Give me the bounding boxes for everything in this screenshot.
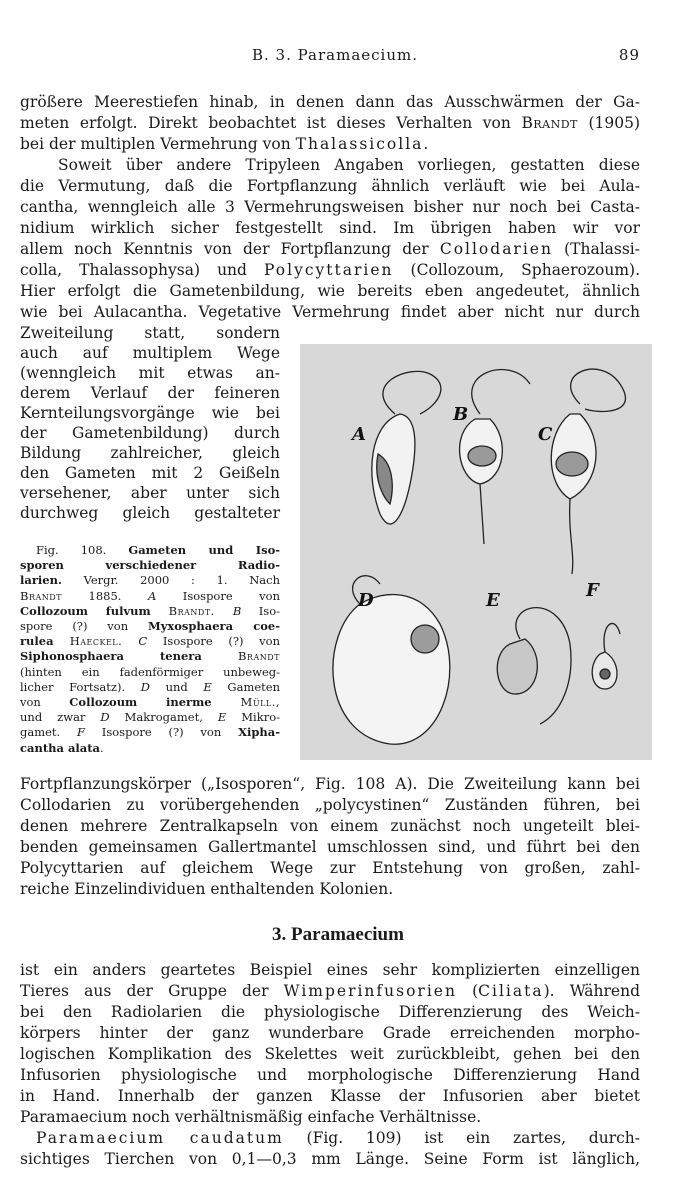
figure-label-f: F bbox=[586, 580, 599, 601]
text-line: derem Verlauf der feineren bbox=[20, 384, 280, 402]
cell-f-nucleus bbox=[600, 669, 610, 679]
cell-c-flagellum bbox=[571, 369, 626, 411]
text-line: die Vermutung, daß die Fortpflanzung ähnlich verläuft wie bei Aula- bbox=[20, 177, 640, 195]
text-line: Bildung zahlreicher, gleich bbox=[20, 444, 280, 462]
text-line: wie bei Aulacantha. Vegetative Vermehrung findet aber nicht nur durch bbox=[20, 303, 640, 321]
cell-b-nucleus bbox=[468, 446, 496, 466]
text-line: Paramaecium caudatum (Fig. 109) ist ein zartes, durch- bbox=[36, 1129, 640, 1147]
text-line: Fortpflanzungskörper („Isosporen“, Fig. 108 A). Die Zweiteilung kann bei bbox=[20, 775, 640, 793]
text-line: nidium wirklich sicher festgestellt sind. Im übrigen haben wir vor bbox=[20, 219, 640, 237]
text-line: reiche Einzelindividuen enthaltenden Kolonien. bbox=[20, 880, 394, 898]
cell-f-flagellum bbox=[604, 624, 620, 652]
cell-d-nucleus bbox=[411, 625, 439, 653]
wrapped-text bbox=[20, 323, 280, 523]
text-line: versehener, aber unter sich bbox=[20, 484, 280, 502]
text-line: denen mehrere Zentralkapseln von einem zunächst noch ungeteilt blei- bbox=[20, 817, 640, 835]
text-line: logischen Komplikation des Skelettes weit zurückbleibt, gehen bei den bbox=[20, 1045, 640, 1063]
text-line: cantha, wenngleich alle 3 Vermehrungsweisen bisher nur noch bei Casta- bbox=[20, 198, 640, 216]
text-line: der Gametenbildung) durch bbox=[20, 424, 280, 442]
cell-c-nucleus bbox=[556, 452, 588, 476]
text-line: Polycyttarien auf gleichem Wege zur Entstehung von großen, zahl- bbox=[20, 859, 640, 877]
text-line: größere Meerestiefen hinab, in denen dann das Ausschwärmen der Ga- bbox=[20, 93, 640, 111]
figure-illustration bbox=[300, 344, 652, 760]
text-line: Soweit über andere Tripyleen Angaben vorliegen, gestatten diese bbox=[58, 156, 640, 174]
radiolarian-drawing bbox=[300, 344, 652, 760]
group-name: Collodarien bbox=[439, 240, 553, 258]
figure-label-e: E bbox=[486, 590, 500, 611]
species-name: Paramaecium caudatum bbox=[36, 1129, 284, 1147]
section-title: 3. Paramaecium bbox=[272, 924, 404, 945]
text-line: bei den Radiolarien die physiologische Differenzierung des Weich- bbox=[20, 1003, 640, 1021]
text-line: allem noch Kenntnis von der Fortpflanzung der Collodarien (Thalassi- bbox=[20, 240, 640, 258]
figure-label-b: B bbox=[453, 404, 469, 425]
group-name: Polycyttarien bbox=[264, 261, 394, 279]
running-head bbox=[20, 46, 640, 70]
figure-label-d: D bbox=[358, 590, 374, 611]
text-line: colla, Thalassophysa) und Polycyttarien (Collozoum, Sphaerozoum). bbox=[20, 261, 641, 279]
text-line: benden gemeinsamen Gallertmantel umschlossen sind, und führt bei den bbox=[20, 838, 640, 856]
text-line: meten erfolgt. Direkt beobachtet ist dieses Verhalten von Brandt (1905) bbox=[20, 114, 640, 132]
text-line: Tieres aus der Gruppe der Wimperinfusorien (Ciliata). Während bbox=[20, 982, 640, 1000]
text-line: Zweiteilung statt, sondern bbox=[20, 324, 280, 342]
figure-caption: Fig. 108. Gameten und Iso- sporen verschiedener Radio- larien. Vergr. 2000 : 1. Nach Brandt 1885. A Isospore von Collozoum fulvum Brandt. B Iso- spore (?) von Myxosphaera coe- rulea Haeckel. C Isospore (?) von Siphonosphaera tenera Brandt (hinten ein fadenförmiger unbeweg- licher Fortsatz). D und E Gameten von Collozoum inerme Müll., und zwar D Makrogamet, E Mikro- gamet. F Isospore (?) von Xipha- cantha alata. bbox=[20, 543, 281, 755]
figure-label-c: C bbox=[538, 424, 553, 445]
text-line: Hier erfolgt die Gametenbildung, wie bereits eben angedeutet, ähnlich bbox=[20, 282, 640, 300]
text-line: ist ein anders geartetes Beispiel eines sehr komplizierten einzelligen bbox=[20, 961, 640, 979]
cell-d-outline bbox=[333, 594, 450, 744]
text-line: in Hand. Innerhalb der ganzen Klasse der Infusorien aber bietet bbox=[20, 1087, 640, 1105]
text-line: Collodarien zu vorübergehenden „polycystinen“ Zuständen führen, bei bbox=[20, 796, 640, 814]
text-line: (wenngleich mit etwas an- bbox=[20, 364, 280, 382]
author-name: Brandt bbox=[521, 114, 578, 132]
group-name: Ciliata bbox=[478, 982, 544, 1000]
genus-name: Thalassicolla bbox=[295, 135, 424, 153]
figure-label-a: A bbox=[352, 424, 366, 445]
cell-b-flagellum bbox=[472, 370, 530, 414]
text-line: durchweg gleich gestalteter bbox=[20, 504, 280, 522]
text-line: auch auf multiplem Wege bbox=[20, 344, 280, 362]
cell-c-tail bbox=[570, 499, 573, 574]
cell-a-flagellum bbox=[383, 371, 441, 414]
cell-b-tail bbox=[480, 484, 484, 544]
page-number: 89 bbox=[618, 46, 640, 64]
text-line: Paramaecium noch verhältnismäßig einfache Verhältnisse. bbox=[20, 1108, 482, 1126]
cell-e-body bbox=[497, 639, 537, 694]
text-line: körpers hinter der ganz wunderbare Grade erreichenden morpho- bbox=[20, 1024, 640, 1042]
running-title: B. 3. Paramaecium. bbox=[252, 46, 419, 64]
text-line: Infusorien physiologische und morphologische Differenzierung Hand bbox=[20, 1066, 640, 1084]
text-line: den Gameten mit 2 Geißeln bbox=[20, 464, 280, 482]
text-line: sichtiges Tierchen von 0,1—0,3 mm Länge. Seine Form ist länglich, bbox=[20, 1150, 640, 1168]
text-line: Kernteilungsvorgänge wie bei bbox=[20, 404, 280, 422]
group-name: Wimperinfusorien bbox=[283, 982, 457, 1000]
text-line: bei der multiplen Vermehrung von Thalassicolla. bbox=[20, 135, 429, 153]
